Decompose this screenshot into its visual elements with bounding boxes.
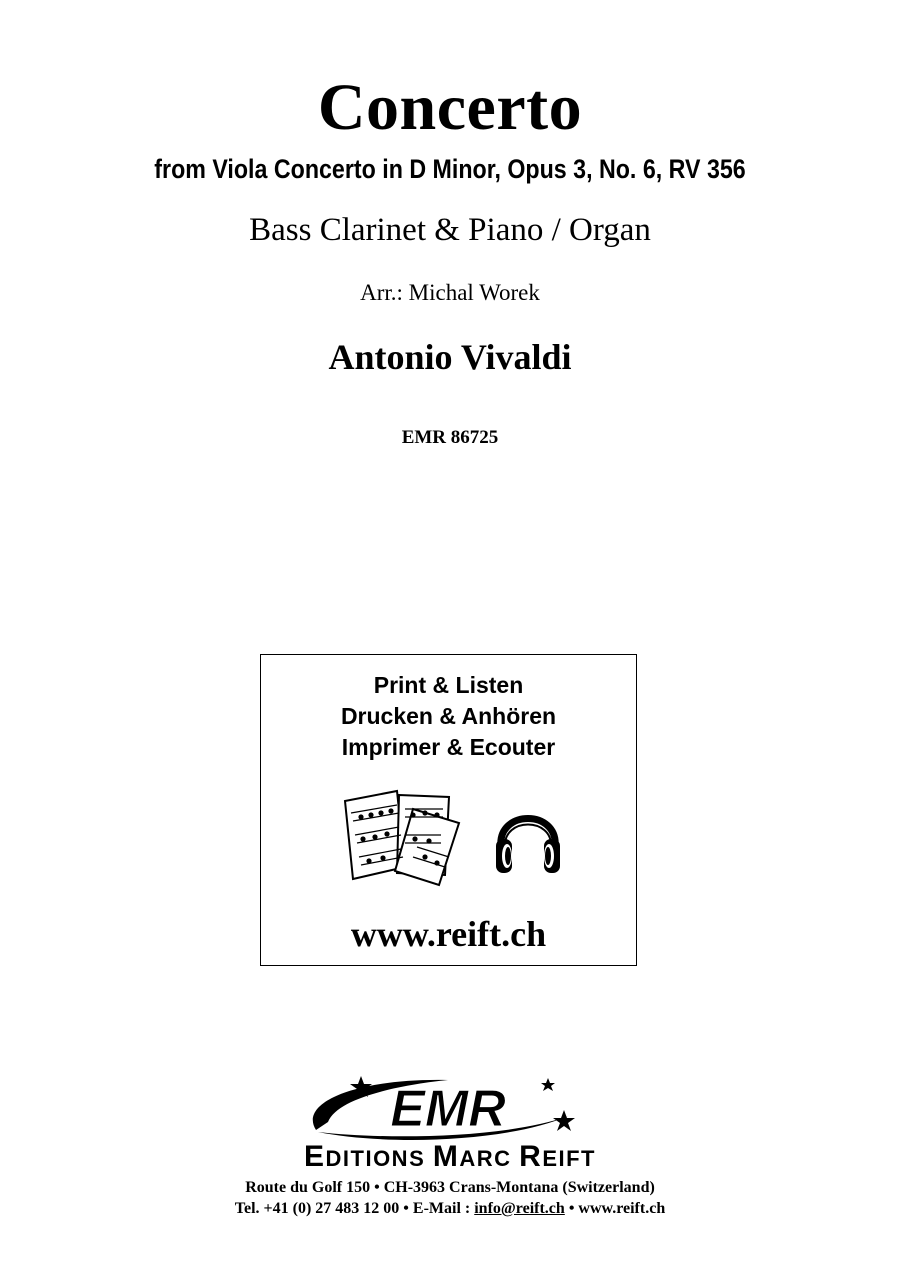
publisher-name: EDITIONS MARC REIFT <box>304 1140 596 1173</box>
promo-website-link[interactable]: www.reift.ch <box>350 914 547 954</box>
emr-logo-icon <box>298 1072 588 1142</box>
promo-line-3: Imprimer & Ecouter <box>341 734 556 760</box>
subtitle: from Viola Concerto in D Minor, Opus 3, No. 6, RV 356 <box>154 154 746 184</box>
catalog-number: EMR 86725 <box>401 427 499 448</box>
publisher-contact: Tel. +41 (0) 27 483 12 00 • E-Mail : info@reift.ch • www.reift.ch <box>234 1200 666 1217</box>
promo-line-1: Print & Listen <box>373 672 524 698</box>
instrumentation: Bass Clarinet & Piano / Organ <box>249 212 651 248</box>
composer: Antonio Vivaldi <box>328 337 572 377</box>
page-title: Concerto <box>317 71 583 144</box>
svg-text:EMR: EMR <box>390 1080 506 1138</box>
print-listen-box <box>260 654 637 966</box>
publisher-address: Route du Golf 150 • CH-3963 Crans-Montana (Switzerland) <box>245 1179 655 1196</box>
headphones-icon <box>493 795 563 879</box>
arranger: Arr.: Michal Worek <box>360 280 540 305</box>
sheet-music-icon <box>339 787 469 887</box>
promo-line-2: Drucken & Anhören <box>340 703 557 729</box>
email-link[interactable]: info@reift.ch <box>474 1200 565 1217</box>
